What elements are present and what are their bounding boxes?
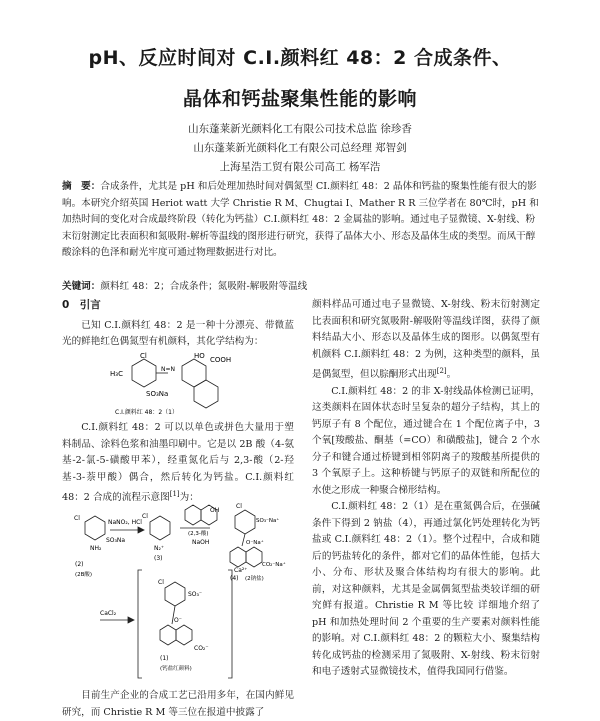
right-paragraph-1 — [312, 297, 540, 384]
scheme-so3minus: SO₃⁻ — [188, 591, 203, 598]
abstract — [62, 179, 540, 262]
scheme-label-1: (1) — [160, 655, 169, 662]
ref-2: [2] — [436, 367, 447, 375]
scheme-label-4b: (2钠盐) — [245, 576, 264, 582]
scheme-nh2: NH₂ — [90, 545, 102, 552]
chem-so3na: SO₃Na — [146, 390, 169, 398]
scheme-o-minus-na: O⁻Na⁺ — [246, 540, 264, 546]
structure-caption: C.I.颜料红 48：2（1） — [115, 409, 178, 416]
scheme-co2minus: CO₂⁻ — [194, 645, 209, 652]
scheme-ca2plus: Ca²⁺ — [234, 567, 248, 574]
scheme-label-3: (3) — [154, 555, 163, 562]
author-line-1: 山东蓬莱新光颜料化工有限公司技术总监 徐珍香 — [188, 123, 412, 135]
scheme-co2na: CO₂⁻Na⁺ — [262, 562, 286, 568]
keywords-label: 关键词： — [62, 281, 101, 292]
right-paragraph-1-text: 颜料样品可通过电子显微镜、X-射线、粉末衍射测定比表面积和研究氮吸附-解吸附等温线详图，获得了颜料结晶大小、形态以及晶体生成的图形。以偶氮型有机颜料 C.I.颜料红 48：2 为例，这种类型的颜料，虽是偶氮型，但以腙酮形式出现 — [312, 299, 540, 381]
abstract-text: 合成条件，尤其是 pH 和后处理加热时间对偶氮型 CI.颜料红 48：2 晶体和钙盐的聚集性能有很大的影响。本研究介绍英国 Heriot watt 大学 Christie R M、Chugtai I、Mather R R 三位学者在 80℃时，pH 和加热时间的变化对合成最终阶段（转化为钙盐）C.I.颜料红 48：2 金属盐的影响。通过电子显微镜、X-射线、粉末衍射测定比表面积和氮吸附-解析等温线的图形进行研究，获得了晶体大小、形态及晶体生成的类型。而凤干醇酸涂料的色泽和耐光牢度可通过物理数据进行对比。 — [62, 181, 539, 258]
scheme-so3na-2: SO₃Na — [106, 537, 126, 544]
left-column — [62, 297, 294, 351]
keywords-text: 颜料红 48：2；合成条件；氮吸附-解吸附等温线 — [100, 281, 308, 292]
chem-ho: HO — [194, 352, 205, 360]
left-paragraph-2-text: C.I.颜料红 48：2 可以以单色或拼色大量用于塑料制品、涂料色浆和油墨印刷中。它是以 2B 酸（4-氨基-2-氯-5-磺酸甲苯），经重氮化后与 2,3-酸（2-羟基-3-萘甲酸）偶合，然后转化为钙盐。C.I.颜料红 48：2 合成的流程示意图 — [62, 422, 294, 504]
right-paragraph-2: C.I.颜料红 48：2 的非 X-射线晶体检测已证明，这类颜料在固体状态时呈复杂的超分子结构，其上的钙原子有 8 个配位，通过键合在 1 个配位离子中，3 个氧[羧酸盐、酮基（=CO）和磺酸盐]，键合 2 个水分子和键合通过桥键到相邻阴离子的羧酸基所提供的 3 个氧原子上。这种桥键与钙原子的双链和所配位的水使之形成一种聚合梯形结构。 — [312, 385, 540, 496]
reaction-scheme — [70, 500, 295, 685]
left-paragraph-2-end: 为： — [179, 492, 199, 504]
scheme-label-1b: (钙盐红颜料) — [160, 666, 192, 672]
right-paragraph-1-end: 。 — [446, 369, 457, 381]
ref-1: [1] — [169, 490, 180, 498]
right-column — [312, 297, 540, 681]
left-paragraph-3: 目前生产企业的合成工艺已沿用多年，在国内鲜见研究，而 Christie R M 等三位在报道中披露了 — [62, 690, 294, 718]
scheme-cl-1: Cl — [158, 579, 164, 586]
abstract-label: 摘 要： — [62, 181, 101, 192]
section-heading: 0 引言 — [62, 299, 101, 311]
scheme-label-4: (4) — [230, 575, 239, 582]
scheme-label-2: (2) — [75, 561, 84, 568]
chem-cl: Cl — [140, 352, 147, 360]
scheme-reagent-1: NaNO₂, HCl — [108, 519, 142, 526]
scheme-cl-2: Cl — [74, 515, 80, 522]
scheme-so3na-minus: SO₃⁻Na⁺ — [256, 518, 280, 524]
chem-n-eq-n: N=N — [161, 366, 176, 373]
left-column-3 — [62, 688, 294, 721]
left-paragraph-2 — [62, 420, 294, 507]
scheme-cl-3: Cl — [142, 513, 148, 520]
author-line-2: 山东蓬莱新光颜料化工有限公司总经理 郑智剑 — [193, 142, 407, 154]
keywords — [62, 279, 540, 296]
title-line-2: 晶体和钙盐聚集性能的影响 — [182, 88, 417, 110]
title-line-1: pH、反应时间对 C.I.颜料红 48：2 合成条件、 — [88, 47, 512, 69]
left-paragraph-1: 已知 C.I.颜料红 48：2 是一种十分漂亮、带微蓝光的鲜艳红色偶氮型有机颜料，其化学结构为： — [62, 319, 294, 347]
scheme-n2plus: N₂⁺ — [154, 545, 165, 552]
author-line-3: 上海星浩工贸有限公司高工 杨军浩 — [219, 161, 381, 173]
chem-cooh: COOH — [210, 356, 232, 364]
scheme-cl-4: Cl — [236, 503, 242, 510]
scheme-o-minus: O⁻ — [174, 617, 182, 624]
scheme-label-23: (2,3-酸) — [188, 531, 209, 537]
chem-h3c: H₃C — [110, 370, 123, 378]
scheme-naoh: NaOH — [192, 539, 210, 546]
right-paragraph-3: C.I.颜料红 48：2（1）是在重氮偶合后，在强碱条件下得到 2 钠盐（4），再通过氯化钙处理转化为钙盐或 C.I.颜料红 48：2（1）。整个过程中，合成和随后的钙盐转化的条件，都对它们的晶体性能，包括大小、分布、形状及聚合体结构均有很大的影响。此前，对这种颜料，尤其是金属偶氮型盐类较详细的研究鲜有报道。Christie R M 等比较 详细地介绍了 pH 和加热处理时间 2 个重要的生产要素对颜料性能的影响。对 C.I.颜料红 48：2 的颗粒大小、聚集结构转化成钙盐的检测采用了氮吸附、X-射线、粉末衍射和电子透射式显微镜技术，值得我国同行借鉴。 — [312, 501, 540, 678]
chemical-structure-1 — [110, 352, 270, 418]
scheme-oh: OH — [210, 507, 220, 514]
scheme-label-2b: (2B酸) — [75, 572, 93, 578]
left-column-2 — [62, 420, 294, 507]
scheme-cacl2: CaCl₂ — [100, 610, 117, 617]
